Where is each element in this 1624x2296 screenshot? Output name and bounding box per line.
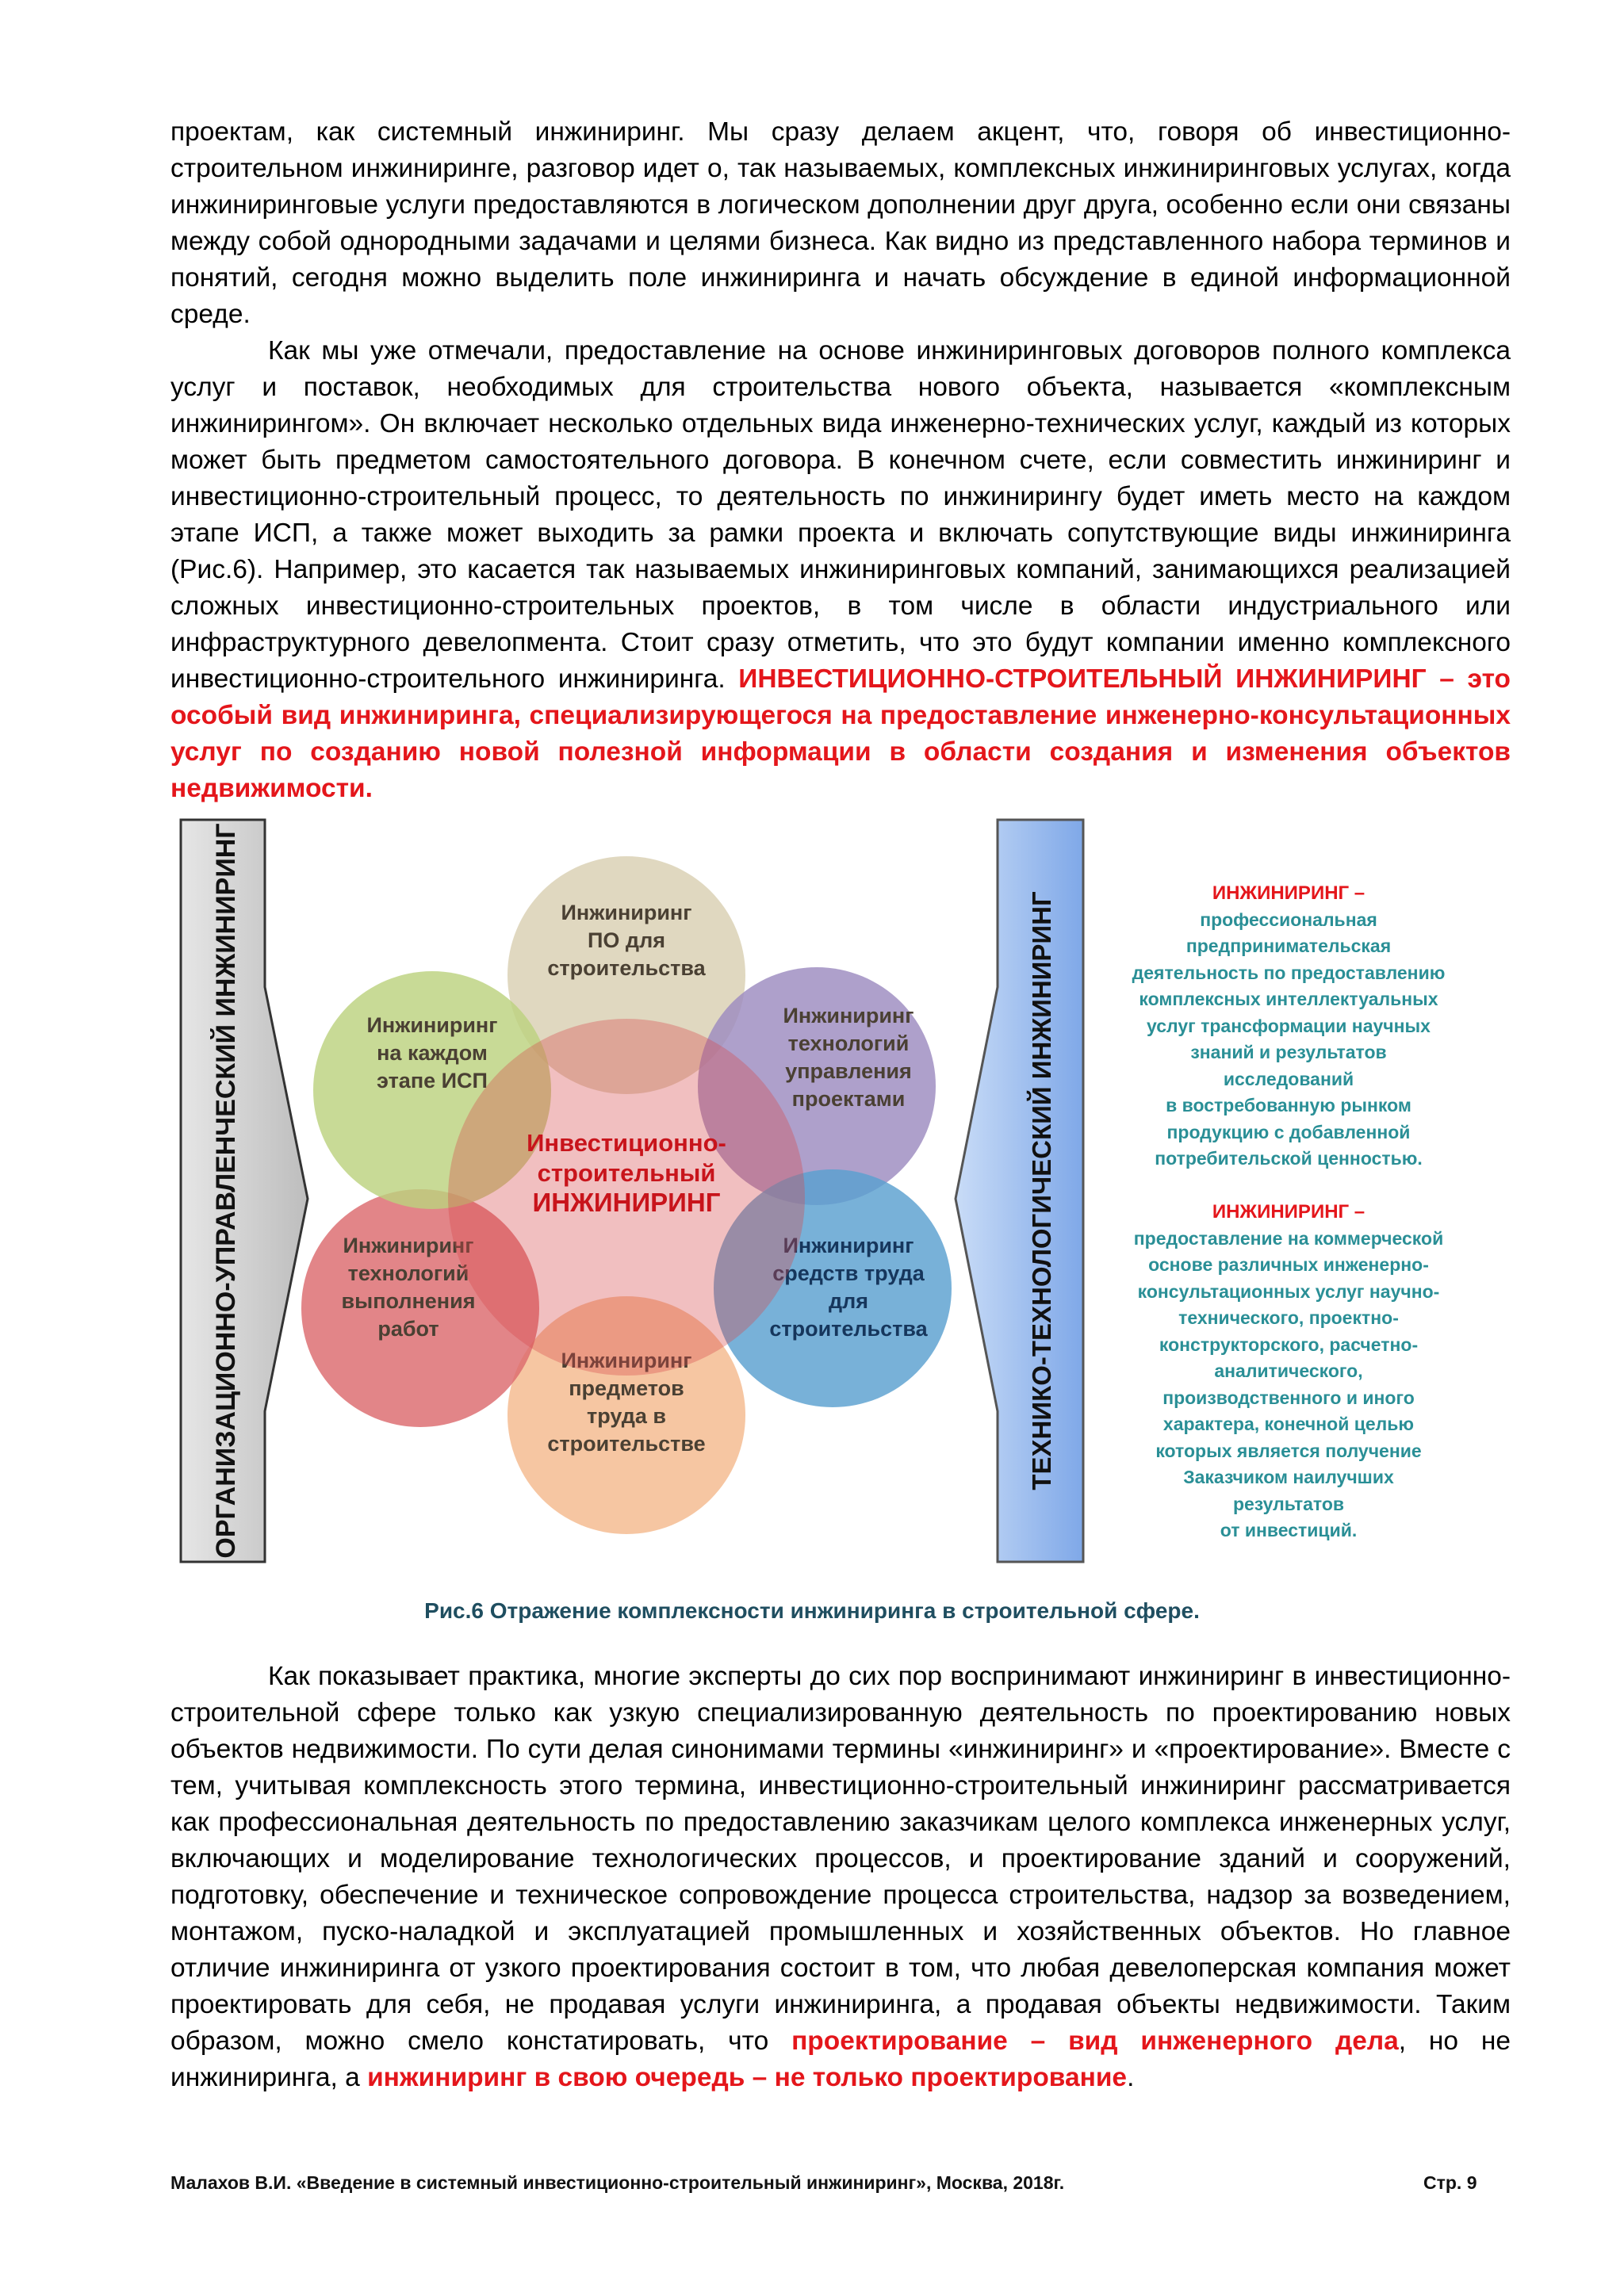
paragraph-3-middle: , но не инжиниринга, а bbox=[170, 2026, 1511, 2092]
definition-line: которых является получение bbox=[1155, 1440, 1422, 1461]
circle-label-line: технологий bbox=[347, 1261, 469, 1285]
circle-label-line: на каждом bbox=[377, 1041, 488, 1065]
definition-line: характера, конечной целью bbox=[1162, 1414, 1415, 1434]
paragraph-intro-text: проектам, как системный инжиниринг. Мы сразу делаем акцент, что, говоря об инвестиционно-строительном инжиниринге, разговор идет о, так называемых, комплексных инжиниринговых услугах, когда инжиниринговые услуги предоставляются в логическом дополнении друг друга, особенно если они связаны между собой однородными задачами и целями бизнеса. Как видно из представленного набора терминов и понятий, сегодня можно выделить поле инжиниринга и начать обсуждение в единой информационной среде. bbox=[170, 117, 1511, 329]
circle-label-line: проектами bbox=[791, 1087, 906, 1111]
definition-line: знаний и результатов исследований bbox=[1190, 1042, 1387, 1089]
circle-label-line: предметов bbox=[569, 1376, 684, 1400]
paragraph-2-body: Как мы уже отмечали, предоставление на основе инжиниринговых договоров полного комплекса услуг и поставок, необходимых для строительства нового объекта, называется «комплексным инжинирингом». Он включает несколько отдельных вида инженерно-технических услуг, каждый из которых может быть предметом самостоятельного договора. В конечном счете, если совместить инжиниринг и инвестиционно-строительный процесс, то деятельность по инжинирингу будет иметь место на каждом этапе ИСП, а также может выходить за рамки проекта и включать сопутствующие виды инжиниринга (Рис.6). Например, это касается так называемых инжиниринговых компаний, занимающихся реализацией сложных инвестиционно-строительных проектов, в том числе в области индустриального или инфраструктурного девелопмента. Стоит сразу отметить, что это будут компании именно комплексного инвестиционно-строительного инжиниринга. bbox=[170, 336, 1511, 694]
circle-label-line: выполнения bbox=[341, 1289, 476, 1313]
circle-label-line: технологий bbox=[787, 1031, 910, 1055]
definition-line: профессиональная bbox=[1200, 909, 1377, 930]
circle-label-line: строительстве bbox=[547, 1432, 706, 1456]
footer-citation: Малахов В.И. «Введение в системный инвестиционно-строительный инжиниринг», Москва, 2018г. bbox=[170, 2172, 1065, 2193]
definition-line: основе различных инженерно- bbox=[1148, 1254, 1429, 1275]
definition-line: технического, проектно- bbox=[1178, 1307, 1399, 1328]
definition-highlight: ИНВЕСТИЦИОННО-СТРОИТЕЛЬНЫЙ ИНЖИНИРИНГ – это особый вид инжиниринга, специализирующегося на предоставление инженерно-консультационных услуг по созданию новой полезной информации в области создания и изменения объектов недвижимости. bbox=[170, 664, 1511, 803]
definition-line: аналитического, bbox=[1214, 1360, 1363, 1381]
definition-heading: ИНЖИНИРИНГ – bbox=[1212, 882, 1365, 904]
circle-label-line: работ bbox=[377, 1317, 439, 1341]
center-label-line: ИНЖИНИРИНГ bbox=[532, 1188, 721, 1217]
definition-box-2 bbox=[1130, 1199, 1447, 1544]
circle-label-line: строительства bbox=[769, 1317, 928, 1341]
circle-label-line: Инжиниринг bbox=[783, 1004, 914, 1027]
paragraph-practice-text bbox=[170, 1659, 1511, 2096]
circle-label-line: Инжиниринг bbox=[561, 901, 692, 924]
paragraph-intro bbox=[170, 114, 1511, 333]
definition-line: предоставление на коммерческой bbox=[1133, 1227, 1444, 1249]
circle-label-line: этапе ИСП bbox=[377, 1069, 488, 1093]
paragraph-practice bbox=[170, 1659, 1511, 2096]
definition-line: в востребованную рынком bbox=[1166, 1095, 1411, 1115]
circle-label-line: средств труда bbox=[772, 1261, 925, 1285]
circle-label-line: труда в bbox=[587, 1404, 666, 1428]
center-label-line: Инвестиционно- bbox=[527, 1129, 726, 1157]
definition-heading: ИНЖИНИРИНГ – bbox=[1212, 1201, 1365, 1223]
circle-label-line: ПО для bbox=[588, 928, 665, 952]
definition-line: услуг трансформации научных bbox=[1147, 1015, 1431, 1036]
left-arrow bbox=[181, 820, 308, 1562]
circle-label-line: Инжиниринг bbox=[783, 1234, 914, 1257]
left-arrow-label: ОРГАНИЗАЦИОННО-УПРАВЛЕНЧЕСКИЙ ИНЖИНИРИНГ bbox=[211, 823, 241, 1559]
definition-line: от инвестиций. bbox=[1220, 1520, 1358, 1540]
paragraph-3-end: . bbox=[1127, 2063, 1135, 2092]
definition-line: комплексных интеллектуальных bbox=[1139, 989, 1438, 1009]
circle-label-line: Инжиниринг bbox=[343, 1234, 474, 1257]
highlight-engineering: инжиниринг в свою очередь – не только проектирование bbox=[367, 2063, 1128, 2092]
definition-line: производственного и иного bbox=[1162, 1387, 1415, 1408]
definition-line: потребительской ценностью. bbox=[1155, 1148, 1423, 1169]
definition-box-1 bbox=[1130, 880, 1447, 1173]
circle-label-line: управления bbox=[785, 1059, 912, 1083]
figure-caption: Рис.6 Отражение комплексности инжиниринга в строительной сфере. bbox=[424, 1598, 1200, 1623]
definition-line: Заказчиком наилучших результатов bbox=[1183, 1467, 1394, 1514]
highlight-design: проектирование – вид инженерного дела bbox=[791, 2026, 1399, 2056]
definition-line: предпринимательская bbox=[1185, 936, 1392, 956]
definition-line: консультационных услуг научно- bbox=[1137, 1280, 1440, 1302]
center-label-line: строительный bbox=[537, 1159, 716, 1187]
definition-line: деятельность по предоставлению bbox=[1132, 962, 1446, 983]
circle-label-line: строительства bbox=[547, 956, 706, 980]
circle-label-line: Инжиниринг bbox=[561, 1349, 692, 1372]
paragraph-complex-engineering bbox=[170, 333, 1511, 807]
definition-line: конструкторского, расчетно- bbox=[1159, 1334, 1419, 1355]
circle-label-line: Инжиниринг bbox=[366, 1013, 498, 1037]
circle-label-line: для bbox=[828, 1289, 869, 1313]
paragraph-complex-engineering-text bbox=[170, 333, 1511, 807]
paragraph-3-body: Как показывает практика, многие эксперты до сих пор воспринимают инжиниринг в инвестиционно-строительной сфере только как узкую специализированную деятельность по проектированию новых объектов недвижимости. По сути делая синонимами термины «инжиниринг» и «проектирование». Вместе с тем, учитывая комплексность этого термина, инвестиционно-строительный инжиниринг рассматривается как профессиональная деятельность по предоставлению заказчикам целого комплекса инженерных услуг, включающих и моделирование технологических процессов, и проектирование зданий и сооружений, подготовку, обеспечение и техническое сопровождение процесса строительства, надзор за возведением, монтажом, пуско-наладкой и эксплуатацией промышленных и хозяйственных объектов. Но главное отличие инжиниринга от узкого проектирования состоит в том, что любая девелоперская компания может проектировать для себя, не продавая услуги инжиниринга, а продавая объекты недвижимости. Таким образом, можно смело констатировать, что bbox=[170, 1662, 1511, 2056]
right-arrow-label: ТЕХНИКО-ТЕХНОЛОГИЧЕСКИЙ ИНЖИНИРИНГ bbox=[1027, 891, 1056, 1490]
definition-line: продукцию с добавленной bbox=[1166, 1121, 1411, 1142]
right-arrow bbox=[956, 820, 1083, 1562]
footer-page-number: Стр. 9 bbox=[1423, 2172, 1477, 2193]
center-hub bbox=[448, 1019, 805, 1376]
